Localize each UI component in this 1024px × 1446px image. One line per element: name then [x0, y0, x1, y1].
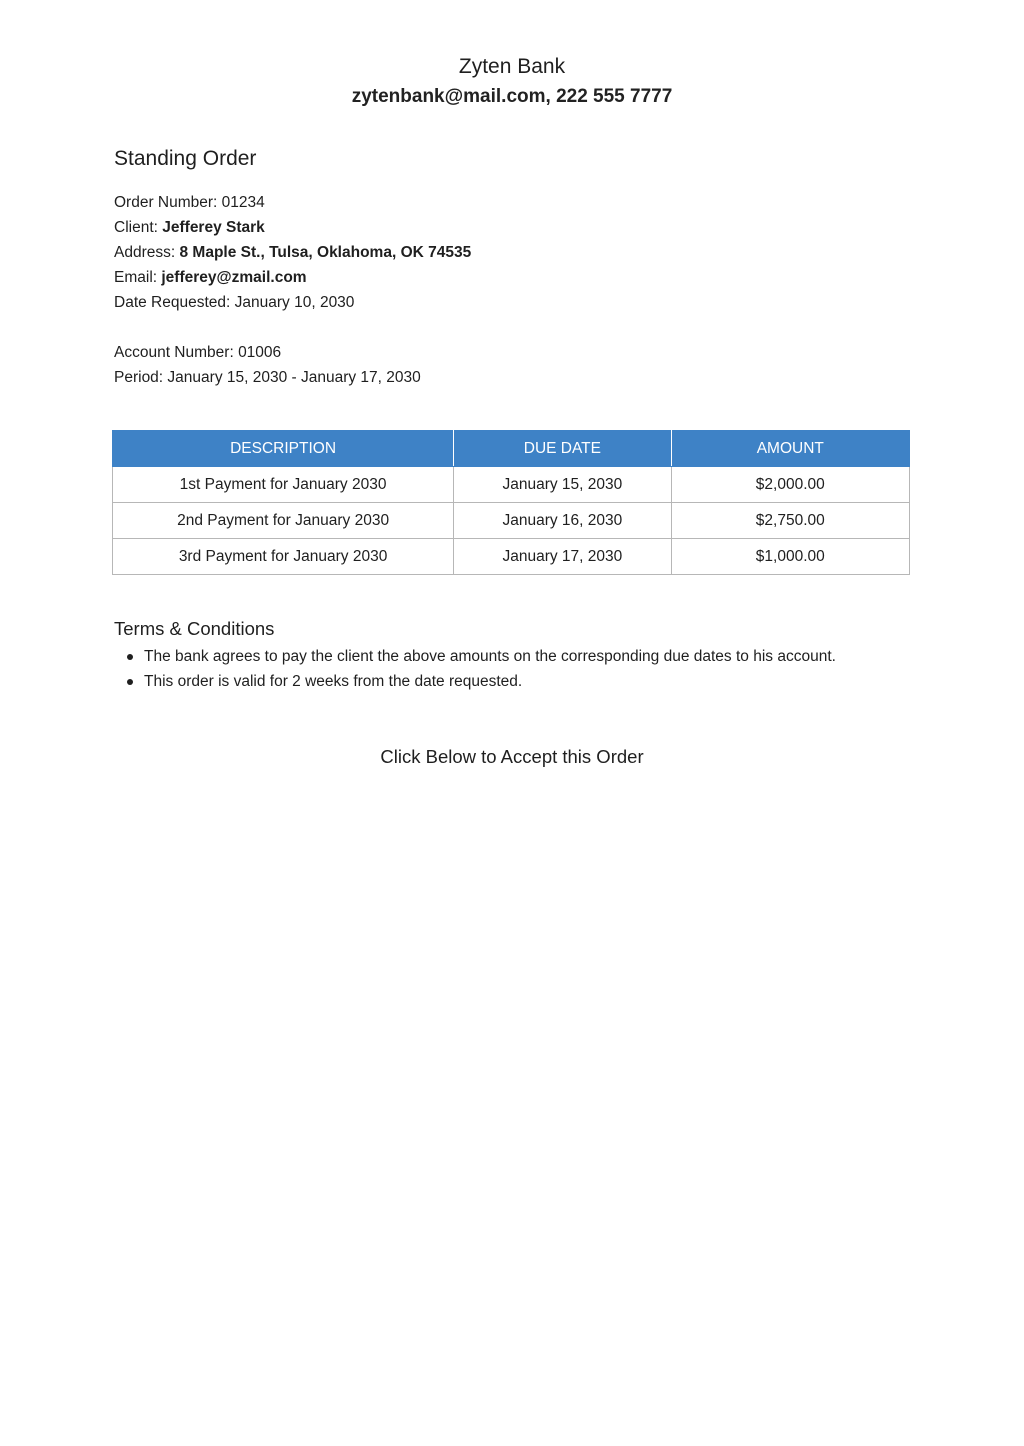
cell-amount: $1,000.00: [671, 539, 909, 575]
period-label: Period:: [114, 369, 168, 386]
period-value: January 15, 2030 - January 17, 2030: [167, 369, 421, 386]
list-item: [144, 644, 836, 669]
cell-description: 1st Payment for January 2030: [113, 467, 454, 503]
column-header-amount: AMOUNT: [671, 431, 909, 467]
cell-due-date: January 17, 2030: [454, 539, 671, 575]
email-line: [114, 265, 471, 290]
column-header-description: DESCRIPTION: [113, 431, 454, 467]
bank-contact: zytenbank@mail.com, 222 555 7777: [351, 86, 673, 107]
terms-list: [114, 644, 836, 694]
table-row: [113, 539, 910, 575]
letterhead: [0, 52, 1024, 112]
payments-table: [112, 430, 910, 575]
list-item: [144, 669, 836, 694]
address-line: [114, 240, 471, 265]
terms-title: Terms & Conditions: [114, 618, 275, 639]
order-number-value: 01234: [221, 194, 265, 211]
bullet-icon: [127, 654, 133, 660]
term-text: The bank agrees to pay the client the above amounts on the corresponding due dates to his account.: [144, 648, 836, 665]
cell-description: 2nd Payment for January 2030: [113, 503, 454, 539]
cell-due-date: January 16, 2030: [454, 503, 671, 539]
bank-name: Zyten Bank: [458, 55, 566, 78]
document-title: Standing Order: [114, 147, 257, 170]
column-header-due-date: DUE DATE: [454, 431, 671, 467]
cell-amount: $2,000.00: [671, 467, 909, 503]
cell-amount: $2,750.00: [671, 503, 909, 539]
period-line: [114, 365, 471, 390]
table-header-row: [113, 431, 910, 467]
account-number-label: Account Number:: [114, 344, 239, 361]
address-label: Address:: [114, 244, 180, 261]
client-value: Jefferey Stark: [162, 219, 265, 236]
spacer: [114, 315, 471, 340]
order-number-label: Order Number:: [114, 194, 222, 211]
date-requested-label: Date Requested:: [114, 294, 235, 311]
address-value: 8 Maple St., Tulsa, Oklahoma, OK 74535: [179, 244, 472, 261]
account-number-line: [114, 340, 471, 365]
account-number-value: 01006: [238, 344, 282, 361]
client-line: [114, 215, 471, 240]
email-value: jefferey@zmail.com: [161, 269, 307, 286]
client-label: Client:: [114, 219, 163, 236]
accept-order-prompt: Click Below to Accept this Order: [380, 746, 644, 767]
bullet-icon: [127, 679, 133, 685]
table-row: [113, 467, 910, 503]
order-details: [114, 190, 471, 390]
term-text: This order is valid for 2 weeks from the date requested.: [144, 673, 523, 690]
email-label: Email:: [114, 269, 162, 286]
date-requested-value: January 10, 2030: [234, 294, 355, 311]
date-requested-line: [114, 290, 471, 315]
cell-description: 3rd Payment for January 2030: [113, 539, 454, 575]
cell-due-date: January 15, 2030: [454, 467, 671, 503]
order-number-line: [114, 190, 471, 215]
table-row: [113, 503, 910, 539]
